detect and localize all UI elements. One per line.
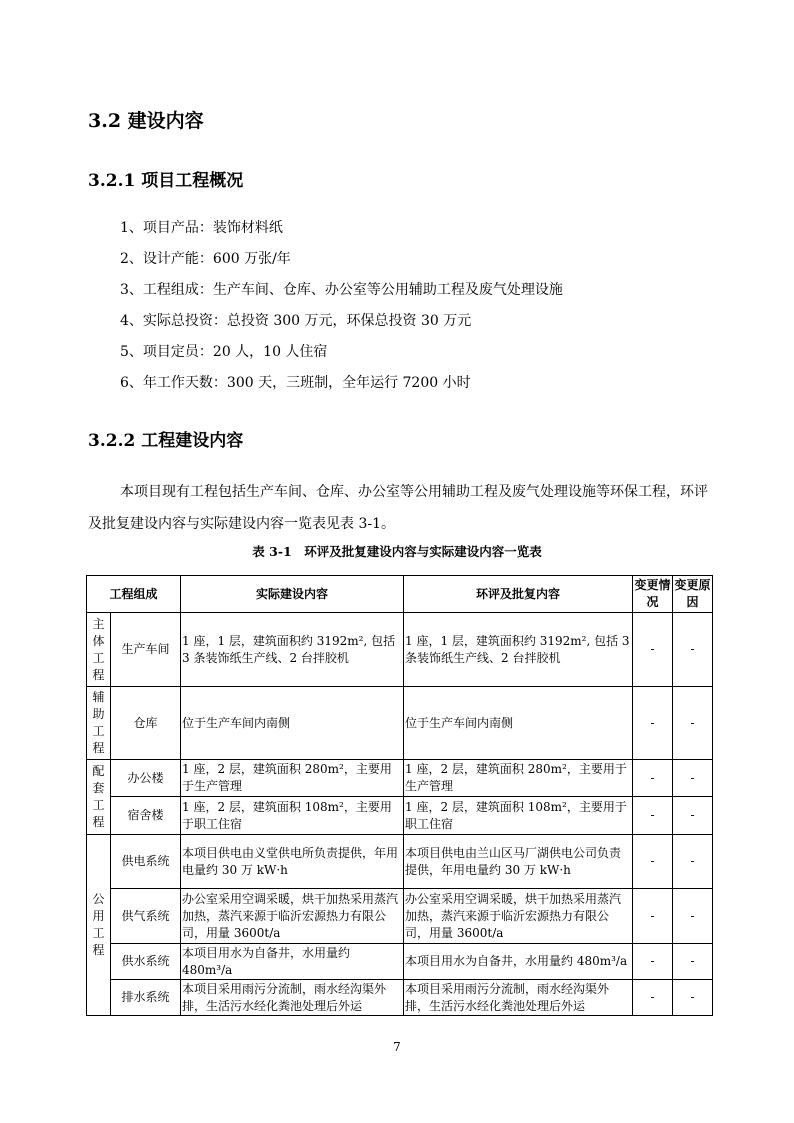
category-support: 配套工程 [87,760,111,835]
eia-content: 位于生产车间内南侧 [404,687,633,760]
change-status: - [633,889,673,944]
overview-list [120,216,563,402]
overview-item: 2、设计产能：600 万张/年 [120,251,291,267]
item-name: 仓库 [111,687,181,760]
overview-item: 5、项目定员：20 人，10 人住宿 [120,344,328,360]
actual-content: 办公室采用空调采暖，烘干加热采用蒸汽加热，蒸汽来源于临沂宏源热力有限公司，用量 3600t/a [181,889,404,944]
table-row [87,797,713,835]
change-status: - [633,760,673,797]
actual-content: 1 座，1 层，建筑面积约 3192m², 包括 3 条装饰纸生产线、2 台拌胶机 [181,613,404,687]
actual-content: 位于生产车间内南侧 [181,687,404,760]
category-main: 主体工程 [87,613,111,687]
change-status: - [633,980,673,1016]
actual-content: 本项目供电由义堂供电所负责提供，年用电量约 30 万 kW·h [181,835,404,889]
actual-content: 本项目采用雨污分流制，雨水经沟渠外排，生活污水经化粪池处理后外运 [181,980,404,1016]
change-reason: - [673,687,713,760]
actual-content: 1 座，2 层，建筑面积 108m²，主要用于职工住宿 [181,797,404,835]
change-reason: - [673,980,713,1016]
header-change-reason: 变更原因 [673,576,713,613]
change-status: - [633,797,673,835]
change-status: - [633,687,673,760]
change-status: - [633,835,673,889]
overview-item: 6、年工作天数：300 天，三班制，全年运行 7200 小时 [120,375,471,391]
item-name: 供电系统 [111,835,181,889]
item-name: 供气系统 [111,889,181,944]
subsection-heading-overview: 3.2.1 项目工程概况 [88,171,244,191]
eia-content: 1 座，2 层，建筑面积 108m²，主要用于职工住宿 [404,797,633,835]
table-row [87,613,713,687]
section-heading: 3.2 建设内容 [88,110,204,132]
eia-content: 办公室采用空调采暖，烘干加热采用蒸汽加热，蒸汽来源于临沂宏源热力有限公司，用量 3600t/a [404,889,633,944]
actual-content: 1 座，2 层，建筑面积 280m²，主要用于生产管理 [181,760,404,797]
eia-content: 本项目用水为自备井，水用量约 480m³/a [404,944,633,980]
table-header-row [87,576,713,613]
category-aux: 辅助工程 [87,687,111,760]
subsection-heading-construction: 3.2.2 工程建设内容 [88,431,244,451]
change-reason: - [673,760,713,797]
eia-content: 本项目采用雨污分流制，雨水经沟渠外排，生活污水经化粪池处理后外运 [404,980,633,1016]
header-eia: 环评及批复内容 [404,576,633,613]
change-reason: - [673,613,713,687]
item-name: 排水系统 [111,980,181,1016]
change-reason: - [673,835,713,889]
table-caption: 表 3-1 环评及批复建设内容与实际建设内容一览表 [252,544,542,559]
table-row [87,980,713,1016]
actual-content: 本项目用水为自备井，水用量约 480m³/a [181,944,404,980]
change-reason: - [673,944,713,980]
change-status: - [633,613,673,687]
change-reason: - [673,797,713,835]
item-name: 供水系统 [111,944,181,980]
table-row [87,687,713,760]
eia-content: 1 座，1 层，建筑面积约 3192m², 包括 3 条装饰纸生产线、2 台拌胶机 [404,613,633,687]
header-composition: 工程组成 [87,576,181,613]
page-number: 7 [393,1040,401,1054]
item-name: 宿舍楼 [111,797,181,835]
item-name: 生产车间 [111,613,181,687]
body-paragraph: 本项目现有工程包括生产车间、仓库、办公室等公用辅助工程及废气处理设施等环保工程，环评及批复建设内容与实际建设内容一览表见表 3-1。 [88,484,708,532]
eia-content: 1 座，2 层，建筑面积 280m²，主要用于生产管理 [404,760,633,797]
header-actual: 实际建设内容 [181,576,404,613]
overview-item: 4、实际总投资：总投资 300 万元，环保总投资 30 万元 [120,313,472,329]
item-name: 办公楼 [111,760,181,797]
overview-item: 3、工程组成：生产车间、仓库、办公室等公用辅助工程及废气处理设施 [120,282,563,298]
overview-item: 1、项目产品：装饰材料纸 [120,220,283,236]
category-public: 公用工程 [87,835,111,1016]
table-row [87,944,713,980]
header-change-status: 变更情况 [633,576,673,613]
change-reason: - [673,889,713,944]
table-row [87,760,713,797]
eia-content: 本项目供电由兰山区马厂湖供电公司负责提供，年用电量约 30 万 kW·h [404,835,633,889]
change-status: - [633,944,673,980]
table-row [87,889,713,944]
construction-table [86,575,713,1016]
table-row [87,835,713,889]
